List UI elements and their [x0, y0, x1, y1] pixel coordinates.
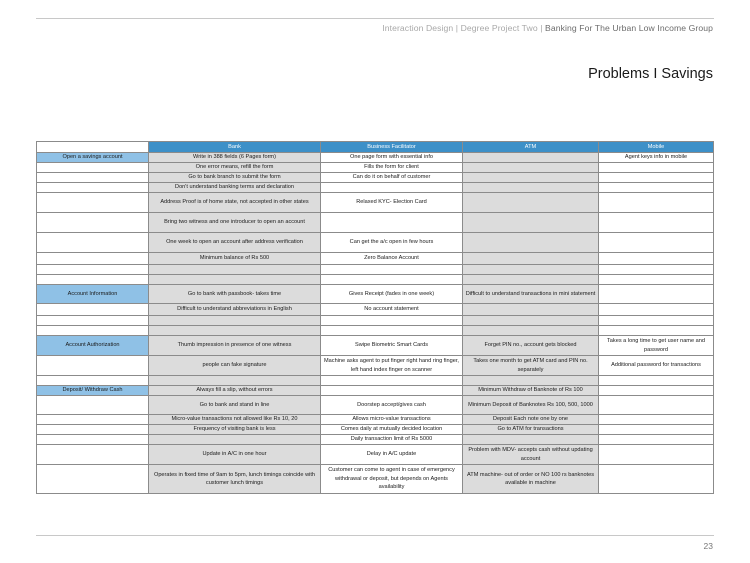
table-row — [37, 163, 714, 173]
mobile-cell: Additional password for transactions — [599, 356, 714, 376]
bank-cell — [149, 265, 321, 275]
category-cell — [37, 253, 149, 265]
table-row — [37, 285, 714, 304]
table-row — [37, 304, 714, 316]
table-row — [37, 253, 714, 265]
atm-cell: Minimum Withdraw of Banknote of Rs 100 — [463, 386, 599, 396]
table-row — [37, 435, 714, 445]
bank-cell: One week to open an account after address verification — [149, 233, 321, 253]
table-row — [37, 265, 714, 275]
bank-cell: Difficult to understand abbreviations in English — [149, 304, 321, 316]
table-row — [37, 356, 714, 376]
bank-cell — [149, 316, 321, 326]
table-row — [37, 213, 714, 233]
category-cell — [37, 275, 149, 285]
atm-cell — [463, 265, 599, 275]
facilitator-cell: Allows micro-value transactions — [321, 415, 463, 425]
table-row — [37, 336, 714, 356]
facilitator-cell: Delay in A/C update — [321, 445, 463, 465]
bank-cell — [149, 435, 321, 445]
facilitator-cell: Comes daily at mutually decided location — [321, 425, 463, 435]
atm-cell — [463, 213, 599, 233]
category-cell — [37, 193, 149, 213]
column-header-blank — [37, 142, 149, 153]
column-header-mobile: Mobile — [599, 142, 714, 153]
facilitator-cell — [321, 275, 463, 285]
mobile-cell — [599, 183, 714, 193]
category-cell — [37, 304, 149, 316]
facilitator-cell: Zero Balance Account — [321, 253, 463, 265]
atm-cell — [463, 275, 599, 285]
bank-cell: Minimum balance of Rs 500 — [149, 253, 321, 265]
table-row — [37, 153, 714, 163]
table-row — [37, 316, 714, 326]
mobile-cell — [599, 285, 714, 304]
bank-cell — [149, 275, 321, 285]
category-cell: Open a savings account — [37, 153, 149, 163]
bank-cell: Update in A/C in one hour — [149, 445, 321, 465]
bank-cell: Address Proof is of home state, not accepted in other states — [149, 193, 321, 213]
facilitator-cell: Customer can come to agent in case of emergency withdrawal or deposit, but depends on Agents availability — [321, 465, 463, 494]
mobile-cell: Agent keys info in mobile — [599, 153, 714, 163]
facilitator-cell: Can get the a/c open in few hours — [321, 233, 463, 253]
document-header — [382, 23, 713, 33]
category-cell — [37, 213, 149, 233]
mobile-cell — [599, 275, 714, 285]
footer-rule — [36, 535, 714, 536]
category-cell — [37, 183, 149, 193]
category-cell — [37, 445, 149, 465]
bank-cell: Bring two witness and one introducer to open an account — [149, 213, 321, 233]
facilitator-cell: One page form with essential info — [321, 153, 463, 163]
bank-cell: Go to bank and stand in line — [149, 396, 321, 415]
problems-table — [36, 141, 714, 494]
facilitator-cell — [321, 386, 463, 396]
atm-cell — [463, 173, 599, 183]
table-row — [37, 445, 714, 465]
bank-cell: Operates in fixed time of 9am to 5pm, lunch timings coincide with customer lunch timings — [149, 465, 321, 494]
bank-cell: Frequency of visiting bank is less — [149, 425, 321, 435]
page-title: Problems I Savings — [588, 66, 713, 82]
category-cell — [37, 163, 149, 173]
mobile-cell — [599, 316, 714, 326]
bank-cell — [149, 376, 321, 386]
category-cell: Account Authorization — [37, 336, 149, 356]
category-cell — [37, 415, 149, 425]
table-body — [37, 153, 714, 494]
atm-cell: ATM machine- out of order or NO 100 rs banknotes available in machine — [463, 465, 599, 494]
table-row — [37, 465, 714, 494]
bank-cell: Write in 388 fields (6 Pages form) — [149, 153, 321, 163]
facilitator-cell: Can do it on behalf of customer — [321, 173, 463, 183]
mobile-cell — [599, 445, 714, 465]
category-cell — [37, 465, 149, 494]
facilitator-cell: Doorstep accept/gives cash — [321, 396, 463, 415]
category-cell — [37, 356, 149, 376]
mobile-cell — [599, 376, 714, 386]
atm-cell — [463, 435, 599, 445]
category-cell: Deposit/ Withdraw Cash — [37, 386, 149, 396]
facilitator-cell — [321, 265, 463, 275]
column-header-business-facilitator: Business Facilitator — [321, 142, 463, 153]
mobile-cell — [599, 425, 714, 435]
header-rule — [36, 18, 714, 19]
atm-cell — [463, 153, 599, 163]
category-cell — [37, 376, 149, 386]
bank-cell: Thumb impression in presence of one witness — [149, 336, 321, 356]
table-row — [37, 326, 714, 336]
table-row — [37, 193, 714, 213]
table-row — [37, 396, 714, 415]
category-cell: Account Information — [37, 285, 149, 304]
atm-cell: Go to ATM for transactions — [463, 425, 599, 435]
column-header-bank: Bank — [149, 142, 321, 153]
facilitator-cell — [321, 376, 463, 386]
category-cell — [37, 396, 149, 415]
mobile-cell — [599, 213, 714, 233]
atm-cell — [463, 193, 599, 213]
atm-cell: Forget PIN no., account gets blocked — [463, 336, 599, 356]
atm-cell: Deposit Each note one by one — [463, 415, 599, 425]
mobile-cell — [599, 415, 714, 425]
mobile-cell — [599, 233, 714, 253]
atm-cell — [463, 376, 599, 386]
atm-cell — [463, 316, 599, 326]
bank-cell: One error means, refill the form — [149, 163, 321, 173]
mobile-cell — [599, 396, 714, 415]
table-row — [37, 425, 714, 435]
facilitator-cell — [321, 183, 463, 193]
atm-cell — [463, 326, 599, 336]
table-row — [37, 173, 714, 183]
facilitator-cell: Fills the form for client — [321, 163, 463, 173]
bank-cell — [149, 326, 321, 336]
facilitator-cell: Daily transaction limit of Rs 5000 — [321, 435, 463, 445]
atm-cell — [463, 304, 599, 316]
mobile-cell — [599, 265, 714, 275]
category-cell — [37, 435, 149, 445]
mobile-cell — [599, 386, 714, 396]
facilitator-cell: Gives Receipt (fades in one week) — [321, 285, 463, 304]
page-number: 23 — [703, 541, 713, 551]
table-row — [37, 376, 714, 386]
atm-cell — [463, 163, 599, 173]
bank-cell: people can fake signature — [149, 356, 321, 376]
bank-cell: Don't understand banking terms and declaration — [149, 183, 321, 193]
header-course: Interaction Design | Degree Project Two | — [382, 23, 543, 33]
atm-cell — [463, 183, 599, 193]
bank-cell: Micro-value transactions not allowed like Rs 10, 20 — [149, 415, 321, 425]
mobile-cell — [599, 465, 714, 494]
category-cell — [37, 316, 149, 326]
table-row — [37, 415, 714, 425]
atm-cell: Minimum Deposit of Banknotes Rs 100, 500, 1000 — [463, 396, 599, 415]
atm-cell: Takes one month to get ATM card and PIN no. separately — [463, 356, 599, 376]
table-row — [37, 183, 714, 193]
mobile-cell — [599, 435, 714, 445]
atm-cell — [463, 253, 599, 265]
category-cell — [37, 233, 149, 253]
atm-cell: Problem with MDV- accepts cash without updating account — [463, 445, 599, 465]
bank-cell: Always fill a slip, without errors — [149, 386, 321, 396]
column-header-atm: ATM — [463, 142, 599, 153]
mobile-cell — [599, 173, 714, 183]
category-cell — [37, 425, 149, 435]
bank-cell: Go to bank with passbook- takes time — [149, 285, 321, 304]
facilitator-cell — [321, 316, 463, 326]
mobile-cell — [599, 326, 714, 336]
atm-cell: Difficult to understand transactions in mini statement — [463, 285, 599, 304]
facilitator-cell — [321, 213, 463, 233]
bank-cell: Go to bank branch to submit the form — [149, 173, 321, 183]
mobile-cell — [599, 304, 714, 316]
facilitator-cell: No account statement — [321, 304, 463, 316]
facilitator-cell: Relaxed KYC- Election Card — [321, 193, 463, 213]
table-row — [37, 386, 714, 396]
facilitator-cell — [321, 326, 463, 336]
table-row — [37, 275, 714, 285]
table-row — [37, 233, 714, 253]
facilitator-cell: Machine asks agent to put finger right hand ring finger, left hand index finger on scanner — [321, 356, 463, 376]
table-header-row — [37, 142, 714, 153]
header-project: Banking For The Urban Low Income Group — [542, 23, 713, 33]
mobile-cell — [599, 193, 714, 213]
category-cell — [37, 173, 149, 183]
category-cell — [37, 326, 149, 336]
atm-cell — [463, 233, 599, 253]
mobile-cell: Takes a long time to get user name and password — [599, 336, 714, 356]
category-cell — [37, 265, 149, 275]
facilitator-cell: Swipe Biometric Smart Cards — [321, 336, 463, 356]
mobile-cell — [599, 253, 714, 265]
mobile-cell — [599, 163, 714, 173]
